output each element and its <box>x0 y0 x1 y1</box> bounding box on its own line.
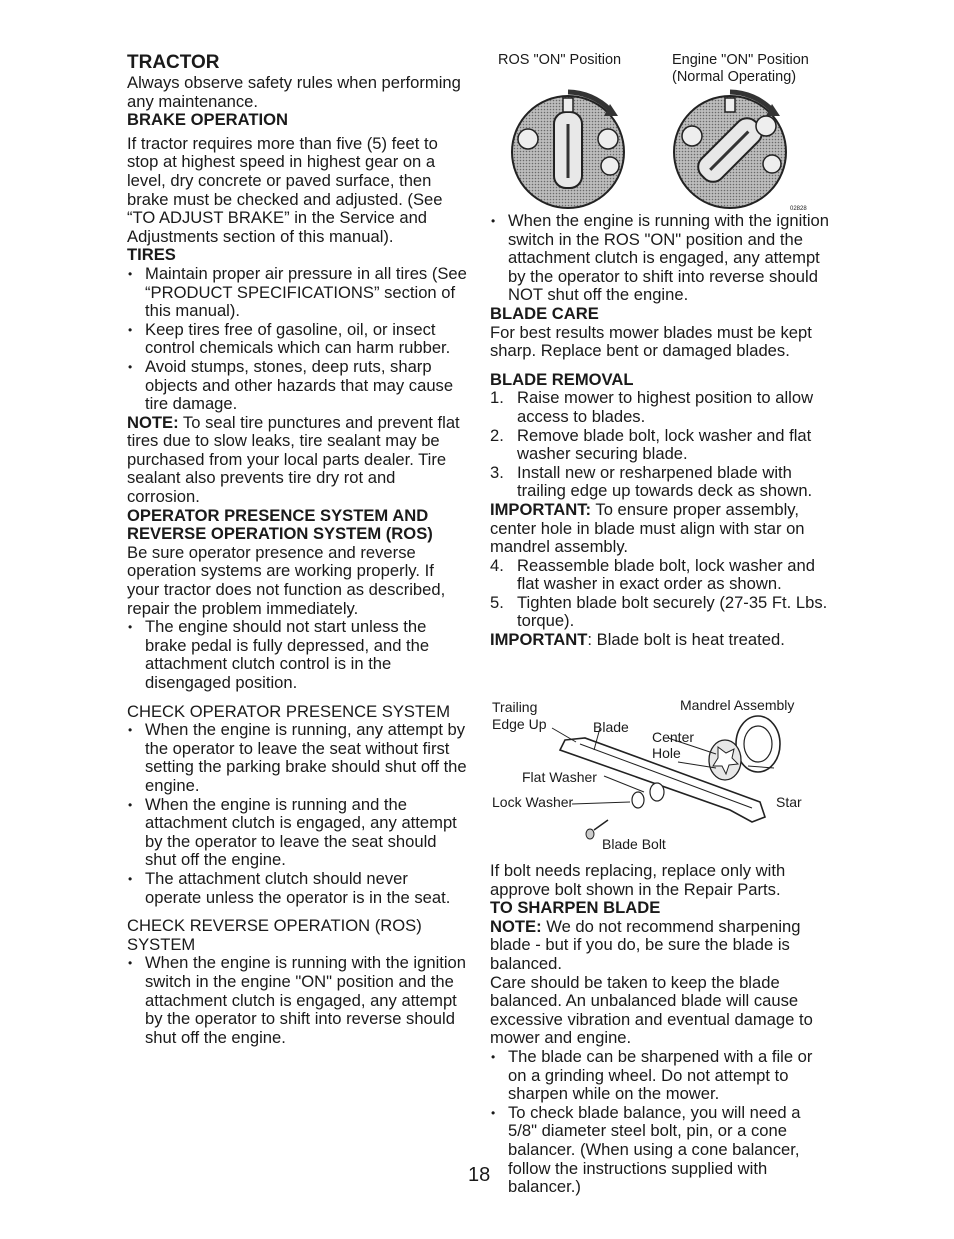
ros-list <box>490 212 830 305</box>
ops-list <box>127 618 467 692</box>
label-center: Center <box>652 729 695 745</box>
sharpen-list <box>490 1048 830 1197</box>
important-note-1: IMPORTANT: To ensure proper assembly, center hole in blade must align with star on mandrel assembly. <box>490 499 805 557</box>
sharpen-note: NOTE: We do not recommend sharpening blade - but if you do, be sure the blade is balanced. <box>490 916 801 973</box>
heading-check-operator-presence: CHECK OPERATOR PRESENCE SYSTEM <box>127 701 451 721</box>
engine-on-switch-icon <box>660 84 800 214</box>
note-label: NOTE: <box>127 412 179 432</box>
list-item: • Avoid stumps, stones, deep ruts, sharp objects and other hazards that may cause tire damage. <box>127 358 467 414</box>
list-item: 3. Install new or resharpened blade with trailing edge up towards deck as shown. <box>490 462 813 501</box>
label-blade-bolt: Blade Bolt <box>602 836 666 852</box>
heading-check-ros: CHECK REVERSE OPERATION (ROS) SYSTEM <box>127 916 422 954</box>
heading-tires: TIRES <box>127 245 176 265</box>
right-column-lower <box>490 862 830 1197</box>
list-item: • When the engine is running with the ignition switch in the engine "ON" position and the attachment clutch is engaged, any attempt by the operator to shift into reverse should shut off the engine. <box>127 954 467 1047</box>
blade-assembly-figure <box>490 692 830 860</box>
sharpen-text: Care should be taken to keep the blade balanced. An unbalanced blade will cause excessive vibration and eventual damage to mower and engine. <box>490 972 813 1048</box>
engine-on-caption-sub: (Normal Operating) <box>672 69 797 85</box>
list-item: • Keep tires free of gasoline, oil, or insect control chemicals which can harm rubber. <box>127 321 467 358</box>
left-column <box>127 52 467 1047</box>
check-ros-list <box>127 954 467 1047</box>
list-item: • The blade can be sharpened with a file or on a grinding wheel. Do not attempt to sharpen while on the mower. <box>490 1048 830 1104</box>
bolt-text: If bolt needs replacing, replace only with approve bolt shown in the Repair Parts. <box>490 861 786 899</box>
section-title-tractor: TRACTOR <box>127 52 220 73</box>
ignition-switch-figure <box>490 48 830 218</box>
figure-code: 02828 <box>790 206 807 212</box>
heading-brake-operation: BRAKE OPERATION <box>127 110 289 130</box>
brake-text: If tractor requires more than five (5) feet to stop at highest speed in highest gear on a level, dry concrete or paved surface, then brake must be checked and adjusted. (See “TO ADJUST BRAKE” in the Service and Adjustments section of this manual). <box>127 133 443 246</box>
list-item: 2. Remove blade bolt, lock washer and flat washer securing blade. <box>490 425 812 464</box>
check-ops-list <box>127 721 467 907</box>
heading-to-sharpen-blade: TO SHARPEN BLADE <box>490 898 661 918</box>
engine-on-caption: Engine "ON" Position <box>672 52 809 68</box>
list-item: • When the engine is running, any attempt by the operator to leave the seat without first setting the parking brake should shut off the engine. <box>127 721 467 795</box>
list-item: 4. Reassemble blade bolt, lock washer and flat washer in exact order as shown. <box>490 555 815 594</box>
label-lock-washer: Lock Washer <box>492 794 574 810</box>
ros-on-caption: ROS "ON" Position <box>498 52 622 68</box>
ros-switch-icon <box>498 84 638 214</box>
blade-removal-steps-2 <box>490 557 830 631</box>
list-item: • When the engine is running with the ignition switch in the ROS "ON" position and the attachment clutch is engaged, any attempt by the operator to shift into reverse should NOT shut off the engine. <box>490 212 830 305</box>
heading-blade-care: BLADE CARE <box>490 303 599 323</box>
important-note-2: IMPORTANT: Blade bolt is heat treated. <box>490 630 785 650</box>
label-hole: Hole <box>652 745 681 761</box>
label-star: Star <box>776 794 802 810</box>
list-item: • The attachment clutch should never operate unless the operator is in the seat. <box>127 870 467 907</box>
label-flat-washer: Flat Washer <box>522 769 597 785</box>
ops-text: Be sure operator presence and reverse operation systems are working properly. If your tractor does not function as described, repair the problem immediately. <box>127 542 446 618</box>
label-mandrel-assembly: Mandrel Assembly <box>680 697 795 713</box>
label-blade: Blade <box>593 719 629 735</box>
tires-note <box>127 414 467 507</box>
blade-removal-steps <box>490 389 830 501</box>
label-edge-up: Edge Up <box>492 716 547 732</box>
list-item: • Maintain proper air pressure in all tires (See “PRODUCT SPECIFICATIONS” section of this manual). <box>127 265 467 321</box>
heading-blade-removal: BLADE REMOVAL <box>490 369 634 389</box>
blade-care-text: For best results mower blades must be kept sharp. Replace bent or damaged blades. <box>490 322 812 361</box>
list-item: • To check blade balance, you will need a 5/8" diameter steel bolt, pin, or a cone balancer. (When using a cone balancer, follow the instructions supplied with balancer.) <box>490 1104 830 1197</box>
list-item: 1. Raise mower to highest position to allow access to blades. <box>490 388 814 426</box>
right-column <box>490 212 830 650</box>
list-item: • The engine should not start unless the brake pedal is fully depressed, and the attachment clutch control is in the disengaged position. <box>127 618 467 692</box>
label-trailing: Trailing <box>492 699 538 715</box>
note-text: To seal tire punctures and prevent flat tires due to slow leaks, tire sealant may be purchased from your local parts dealer. Tire sealant also prevents tire dry rot and corrosion. <box>127 412 460 507</box>
page-number: 18 <box>468 1164 491 1186</box>
intro-text: Always observe safety rules when performing any maintenance. <box>127 73 461 111</box>
heading-ops-ros: OPERATOR PRESENCE SYSTEM AND REVERSE OPERATION SYSTEM (ROS) <box>127 505 433 544</box>
list-item: • When the engine is running and the attachment clutch is engaged, any attempt by the operator to leave the seat should shut off the engine. <box>127 796 467 870</box>
list-item: 5. Tighten blade bolt securely (27-35 Ft. Lbs. torque). <box>490 592 828 631</box>
tires-list <box>127 265 467 414</box>
